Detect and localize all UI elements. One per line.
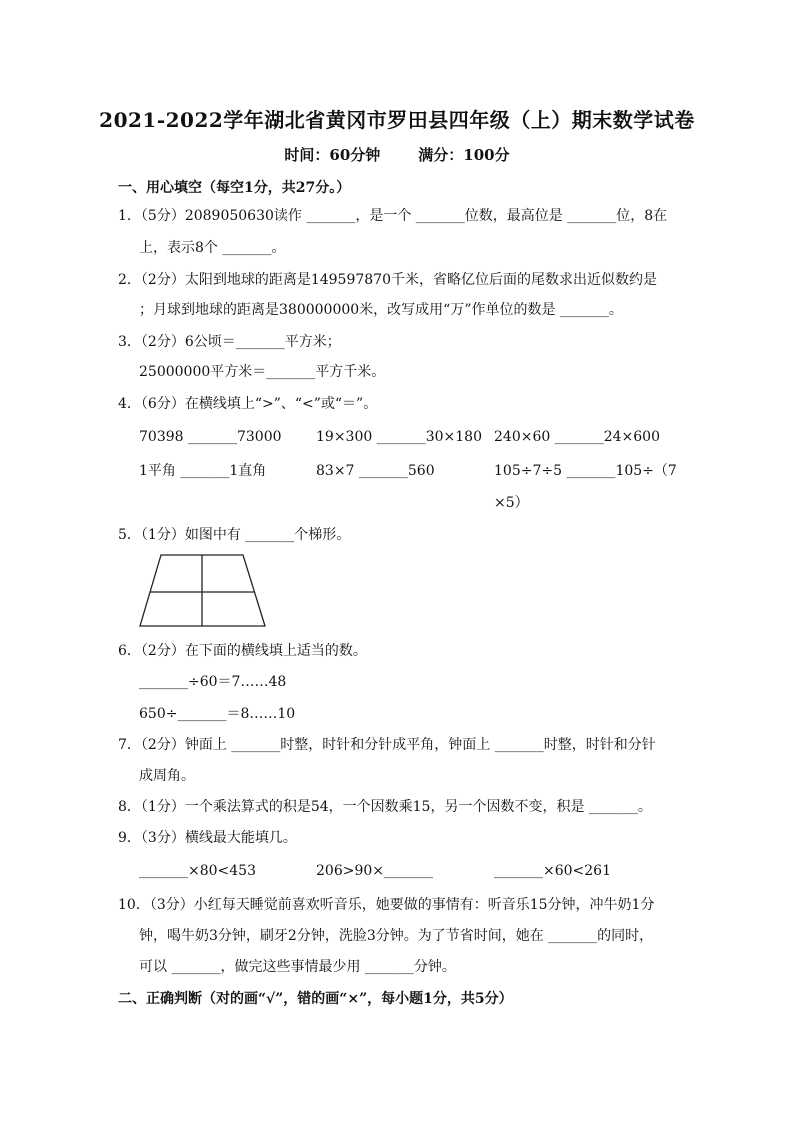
- question-4-r1c2: 19×300 _______30×180: [316, 429, 482, 445]
- question-4-r1c1: 70398 _______73000: [139, 429, 282, 445]
- question-4-r2c1: 1平角 _______1直角: [139, 463, 267, 479]
- question-10-line-1: 10．（3分）小红每天睡觉前喜欢听音乐，她要做的事情有：听音乐15分钟，冲牛奶1分: [118, 897, 655, 913]
- question-9-c3: _______×60<261: [494, 863, 611, 879]
- question-5-line-1: 5．（1分）如图中有 _______个梯形。: [118, 527, 351, 543]
- question-4-r2c3-cont: ×5）: [494, 495, 529, 511]
- section-heading-1: 一、用心填空（每空1分，共27分。）: [118, 180, 351, 196]
- question-1-line-2: 上，表示8个 _______。: [139, 240, 286, 256]
- section-heading-2: 二、正确判断（对的画“√”，错的画“×”，每小题1分，共5分）: [118, 991, 513, 1007]
- question-3-line-1: 3．（2分）6公顷＝_______平方米；: [118, 334, 341, 350]
- question-4-r2c2: 83×7 _______560: [316, 463, 435, 479]
- exam-title: 2021-2022学年湖北省黄冈市罗田县四年级（上）期末数学试卷: [99, 108, 695, 132]
- score-label: 满分：100分: [418, 146, 510, 164]
- question-3-line-2: 25000000平方米＝_______平方千米。: [139, 364, 386, 380]
- trapezoid-figure: [138, 554, 266, 628]
- question-6-line-1: 6．（2分）在下面的横线填上适当的数。: [118, 643, 367, 659]
- question-2-line-2: ；月球到地球的距离是380000000米，改写成用“万”作单位的数是 _______。: [139, 302, 623, 318]
- question-10-line-3: 可以 _______，做完这些事情最少用 _______分钟。: [139, 959, 456, 975]
- question-6-line-3: 650÷_______＝8……10: [139, 706, 296, 722]
- question-4-r2c3: 105÷7÷5 _______105÷（7: [494, 463, 677, 479]
- question-7-line-2: 成周角。: [139, 768, 195, 784]
- question-7-line-1: 7．（2分）钟面上 _______时整，时针和分针成平角，钟面上 _______时整，时针和分针: [118, 737, 656, 753]
- question-4-line-1: 4．（6分）在横线填上“>”、“<”或“＝”。: [118, 396, 378, 412]
- question-1-line-1: 1．（5分）2089050630读作 _______，是一个 _______位数，最高位是 _______位，8在: [118, 208, 668, 224]
- question-9-c2: 206>90×_______: [316, 863, 433, 879]
- question-6-line-2: _______÷60＝7……48: [139, 674, 287, 690]
- exam-subtitle: [0, 144, 794, 165]
- question-2-line-1: 2．（2分）太阳到地球的距离是149597870千米，省略亿位后面的尾数求出近似数约是: [118, 272, 657, 288]
- question-9-line-1: 9．（3分）横线最大能填几。: [118, 830, 297, 846]
- question-4-r1c3: 240×60 _______24×600: [494, 429, 660, 445]
- question-8-line-1: 8．（1分）一个乘法算式的积是54，一个因数乘15，另一个因数不变，积是 _______。: [118, 799, 652, 815]
- question-9-c1: _______×80<453: [139, 863, 256, 879]
- time-label: 时间：60分钟: [284, 146, 381, 164]
- question-10-line-2: 钟，喝牛奶3分钟，刷牙2分钟，洗脸3分钟。为了节省时间，她在 _______的同时，: [139, 928, 654, 944]
